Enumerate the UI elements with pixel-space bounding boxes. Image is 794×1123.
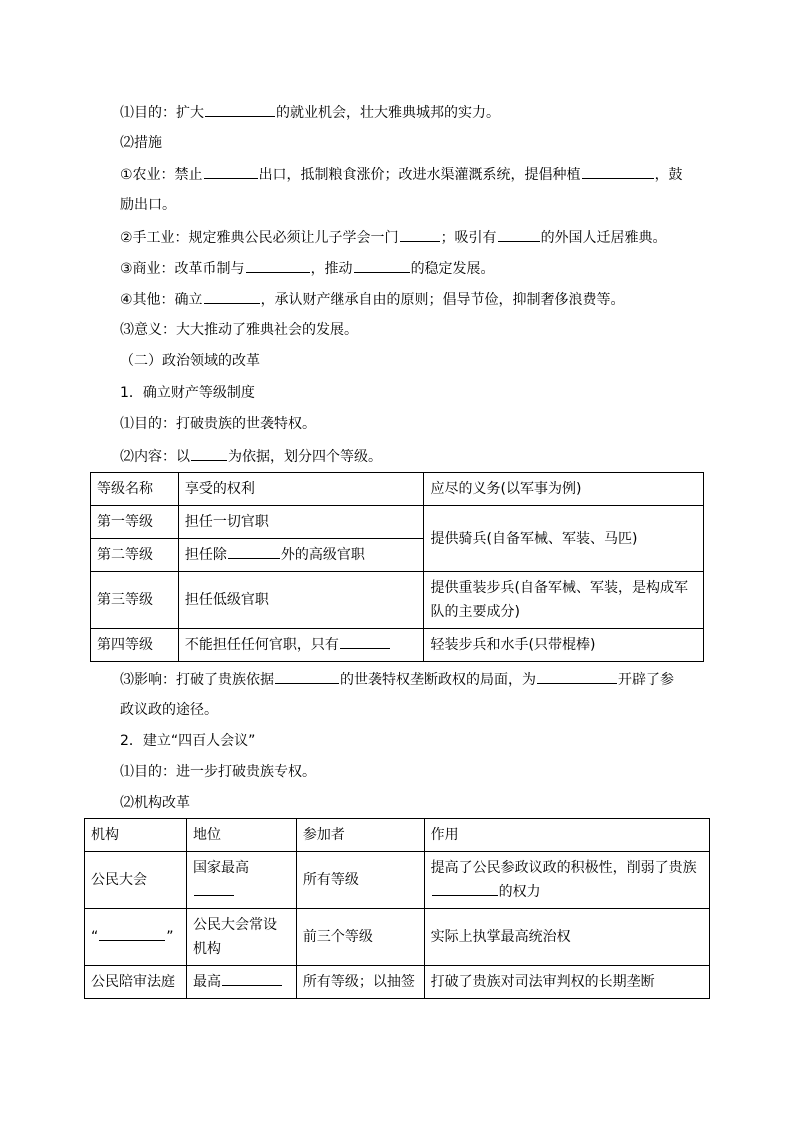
text: 不能担任任何官职，只有 (184, 637, 339, 653)
text: 励出口。 (120, 197, 176, 213)
property-content (120, 446, 382, 467)
blank-line (204, 164, 258, 179)
table-header-row (85, 819, 710, 852)
table-row (85, 966, 710, 999)
table-header-cell: 应尽的义务(以军事为例) (424, 473, 704, 506)
table-cell: 公民大会常设机构 (186, 909, 296, 966)
econ-agriculture-cont (120, 195, 176, 215)
property-effect-cont (120, 700, 218, 720)
text: ③商业：改革币制与 (120, 261, 245, 277)
subsection-title (120, 383, 255, 403)
blank-line (400, 227, 440, 242)
text: ，承认财产继承自由的原则；倡导节俭，抑制奢侈浪费等。 (260, 292, 625, 308)
text: ⑴目的：打破贵族的世袭特权。 (120, 416, 316, 432)
table-row (91, 629, 704, 662)
table-cell (85, 909, 187, 966)
table-cell (178, 629, 424, 662)
blank-line (205, 102, 275, 117)
text: （二）政治领域的改革 (120, 353, 260, 369)
table-cell: 第二等级 (91, 539, 179, 572)
table-cell: 公民大会 (85, 852, 187, 909)
blank-line (99, 926, 165, 941)
table-cell (186, 966, 296, 999)
blank-line (204, 289, 260, 304)
table-cell: 第三等级 (91, 572, 179, 629)
table-header-cell: 地位 (186, 819, 296, 852)
council-reform-heading (120, 793, 190, 813)
table-cell: 提供骑兵(自备军械、军装、马匹) (424, 506, 704, 572)
econ-handicraft (120, 227, 667, 248)
table-cell: 前三个等级 (296, 909, 424, 966)
text: ” (166, 929, 174, 945)
table-cell: 打破了贵族对司法审判权的长期垄断 (424, 966, 709, 999)
council-purpose (120, 762, 316, 782)
table-header-cell: 机构 (85, 819, 187, 852)
text: “ (91, 929, 99, 945)
table-cell (424, 852, 709, 909)
table-cell: 提供重装步兵(自备军械、军装，是构成军队的主要成分) (424, 572, 704, 629)
text: 的权力 (498, 884, 541, 900)
subsection-title (120, 731, 255, 751)
blank-line (275, 669, 339, 684)
text: ⑶影响：打破了贵族依据 (120, 672, 274, 688)
text: ⑴目的：进一步打破贵族专权。 (120, 764, 316, 780)
table-row (85, 852, 710, 909)
text: 外的高级官职 (280, 547, 365, 563)
institution-table (84, 818, 710, 999)
text: ④其他：确立 (120, 292, 203, 308)
table-cell: 第四等级 (91, 629, 179, 662)
property-effect (120, 669, 674, 690)
text: 提高了公民参政议政的积极性，削弱了贵族 (430, 860, 697, 876)
text: 最高 (192, 974, 221, 990)
text: 的世袭特权垄断政权的局面，为 (340, 672, 536, 688)
text: 出口，抵制粮食涨价；改进水渠灌溉系统，提倡种植 (258, 167, 581, 183)
blank-line (432, 881, 498, 896)
text: 为依据，划分四个等级。 (228, 449, 382, 465)
class-table (90, 472, 704, 662)
text: 国家最高 (192, 860, 249, 876)
table-cell: 担任低级官职 (178, 572, 424, 629)
econ-purpose (120, 102, 500, 123)
text: 的稳定发展。 (410, 261, 495, 277)
table-cell: 实际上执掌最高统治权 (424, 909, 709, 966)
blank-line (228, 544, 280, 559)
text: ⑵措施 (120, 135, 162, 151)
text: 开辟了参 (618, 672, 674, 688)
table-header-cell: 等级名称 (91, 473, 179, 506)
text: 的外国人迁居雅典。 (540, 230, 667, 246)
table-cell: 所有等级；以抽签 (296, 966, 424, 999)
table-header-cell: 作用 (424, 819, 709, 852)
text: ⑵内容：以 (120, 449, 190, 465)
econ-commerce (120, 258, 495, 279)
blank-line (498, 227, 540, 242)
text: 1．确立财产等级制度 (120, 385, 255, 401)
table-cell: 第一等级 (91, 506, 179, 539)
table-row (91, 572, 704, 629)
text: ⑴目的：扩大 (120, 105, 204, 121)
blank-line (354, 258, 410, 273)
table-cell: 轻装步兵和水手(只带棍棒) (424, 629, 704, 662)
econ-other (120, 289, 625, 310)
property-purpose (120, 414, 316, 434)
table-cell (178, 539, 424, 572)
text: ①农业：禁止 (120, 167, 203, 183)
table-cell: 公民陪审法庭 (85, 966, 187, 999)
text: ②手工业：规定雅典公民必须让儿子学会一门 (120, 230, 399, 246)
table-row (91, 506, 704, 539)
text: 担任除 (184, 547, 227, 563)
table-cell: 所有等级 (296, 852, 424, 909)
table-cell: 担任一切官职 (178, 506, 424, 539)
text: ，推动 (310, 261, 353, 277)
text: ⑶意义：大大推动了雅典社会的发展。 (120, 322, 358, 338)
table-cell (186, 852, 296, 909)
table-header-cell: 享受的权利 (178, 473, 424, 506)
blank-line (582, 164, 654, 179)
blank-line (537, 669, 617, 684)
section-heading (120, 351, 260, 371)
table-header-cell: 参加者 (296, 819, 424, 852)
blank-line (340, 634, 390, 649)
econ-measures-heading (120, 133, 162, 153)
text: 政议政的途径。 (120, 702, 218, 718)
text: ；吸引有 (440, 230, 497, 246)
text: ⑵机构改革 (120, 795, 190, 811)
econ-agriculture (120, 164, 683, 185)
blank-line (222, 971, 282, 986)
econ-significance (120, 320, 358, 340)
blank-line (246, 258, 310, 273)
text: 2．建立“四百人会议” (120, 733, 256, 749)
table-row (85, 909, 710, 966)
text: ，鼓 (654, 167, 683, 183)
table-header-row (91, 473, 704, 506)
blank-line (191, 446, 227, 461)
text: 的就业机会，壮大雅典城邦的实力。 (276, 105, 500, 121)
blank-line (194, 881, 234, 896)
